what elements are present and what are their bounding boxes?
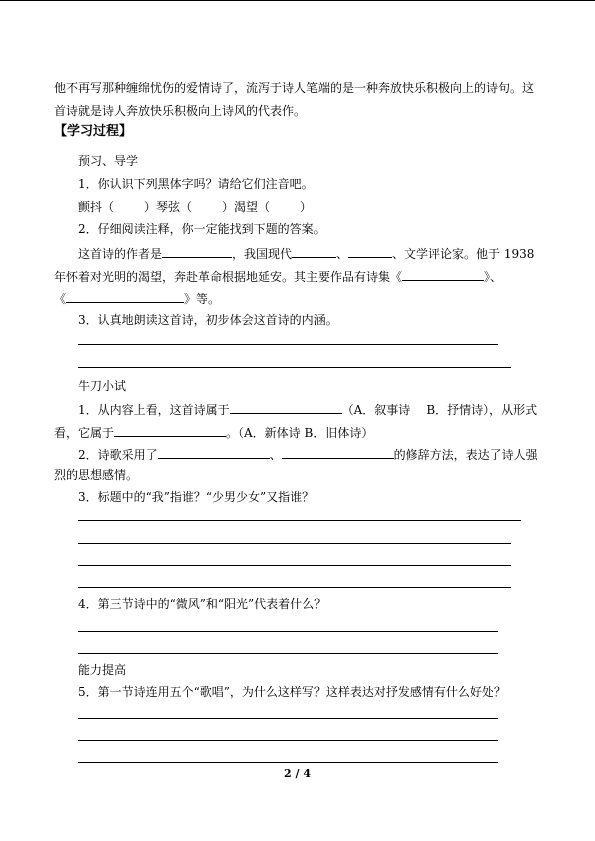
author-line-1 [78,245,534,261]
q1-text-b: （A．叙事诗 [341,403,411,417]
preview-heading: 预习、导学 [78,154,139,168]
q2-text-c: 的修辞方法，表达了诗人强 [393,448,538,462]
q1-text-e: 。（A．新体诗 B．旧体诗） [226,426,374,440]
answer-line[interactable] [78,520,521,521]
author-line-2 [54,268,502,284]
answer-line[interactable] [78,718,498,719]
intro-line-1: 他不再写那种缠绵忧伤的爱情诗了，流泻于诗人笔端的是一种奔放快乐积极向上的诗句。这 [54,81,535,95]
trial-q3: 3．标题中的“我”指谁？“少男少女”又指谁？ [78,490,315,504]
works-blank-2[interactable] [66,290,184,303]
trial-heading: 牛刀小试 [78,379,127,393]
pinyin-row [78,200,312,214]
answer-line[interactable] [78,344,498,345]
preview-q2: 2．仔细阅读注释，你一定能找到下题的答案。 [78,222,326,236]
preview-q3: 3．认真地朗读这首诗，初步体会这首诗的内涵。 [78,313,338,327]
rhetoric-blank-2[interactable] [282,446,394,459]
works-text-b: 》、 [484,270,503,284]
form-type-blank[interactable] [114,424,226,437]
word-1: 颤抖（ [78,200,115,214]
author-line-3 [54,290,220,306]
answer-line[interactable] [78,587,511,588]
works-text-a: 年怀着对光明的渴望，奔赴革命根据地延安。其主要作品有诗集《 [54,270,403,284]
q1-text-c: B．抒情诗），从形式 [426,403,538,417]
identity-blank-1[interactable] [292,245,336,258]
q2-text-a: 2．诗歌采用了 [78,448,158,462]
author-blank[interactable] [162,245,232,258]
trial-q2-line-2: 烈的思想感情。 [54,468,139,482]
header-rule [0,0,595,1]
q1-text-a: 1．从内容上看，这首诗属于 [78,403,230,417]
q1-text-d: 看，它属于 [54,426,115,440]
answer-line[interactable] [78,762,498,763]
author-text-b: ，我国现代 [232,247,293,261]
page-number: 2 / 4 [284,767,311,780]
answer-line[interactable] [78,631,498,632]
answer-line[interactable] [78,740,498,741]
word-2: ）琴弦（ [144,200,193,214]
trial-q2-line-1 [78,446,538,462]
author-text-d: 、文学评论家。他于 1938 [392,247,535,261]
works-text-d: 》等。 [184,292,221,306]
author-text-a: 这首诗的作者是 [78,247,163,261]
q2-text-b: 、 [269,448,282,462]
answer-line[interactable] [78,367,511,368]
works-text-c: 《 [54,292,67,306]
intro-line-2: 首诗就是诗人奔放快乐积极向上诗风的代表作。 [54,104,307,118]
rhetoric-blank-1[interactable] [158,446,270,459]
answer-line[interactable] [78,653,498,654]
ability-q5: 5．第一节诗连用五个“歌唱”，为什么这样写？这样表达对抒发感情有什么好处？ [78,685,506,699]
trial-q1-line-1 [78,401,537,417]
word-3: ）渴望（ [222,200,271,214]
word-4: ） [300,200,313,214]
identity-blank-2[interactable] [348,245,392,258]
answer-line[interactable] [78,565,511,566]
author-text-c: 、 [336,247,349,261]
preview-q1: 1．你认识下列黑体字吗？请给它们注音吧。 [78,177,314,191]
trial-q4: 4．第三节诗中的“微风”和“阳光”代表着什么？ [78,597,327,611]
answer-line[interactable] [78,543,511,544]
section-title: 【学习过程】 [54,124,133,139]
content-type-blank[interactable] [230,401,342,414]
trial-q1-line-2 [54,424,373,440]
works-blank-1[interactable] [402,268,484,281]
ability-heading: 能力提高 [78,663,127,677]
